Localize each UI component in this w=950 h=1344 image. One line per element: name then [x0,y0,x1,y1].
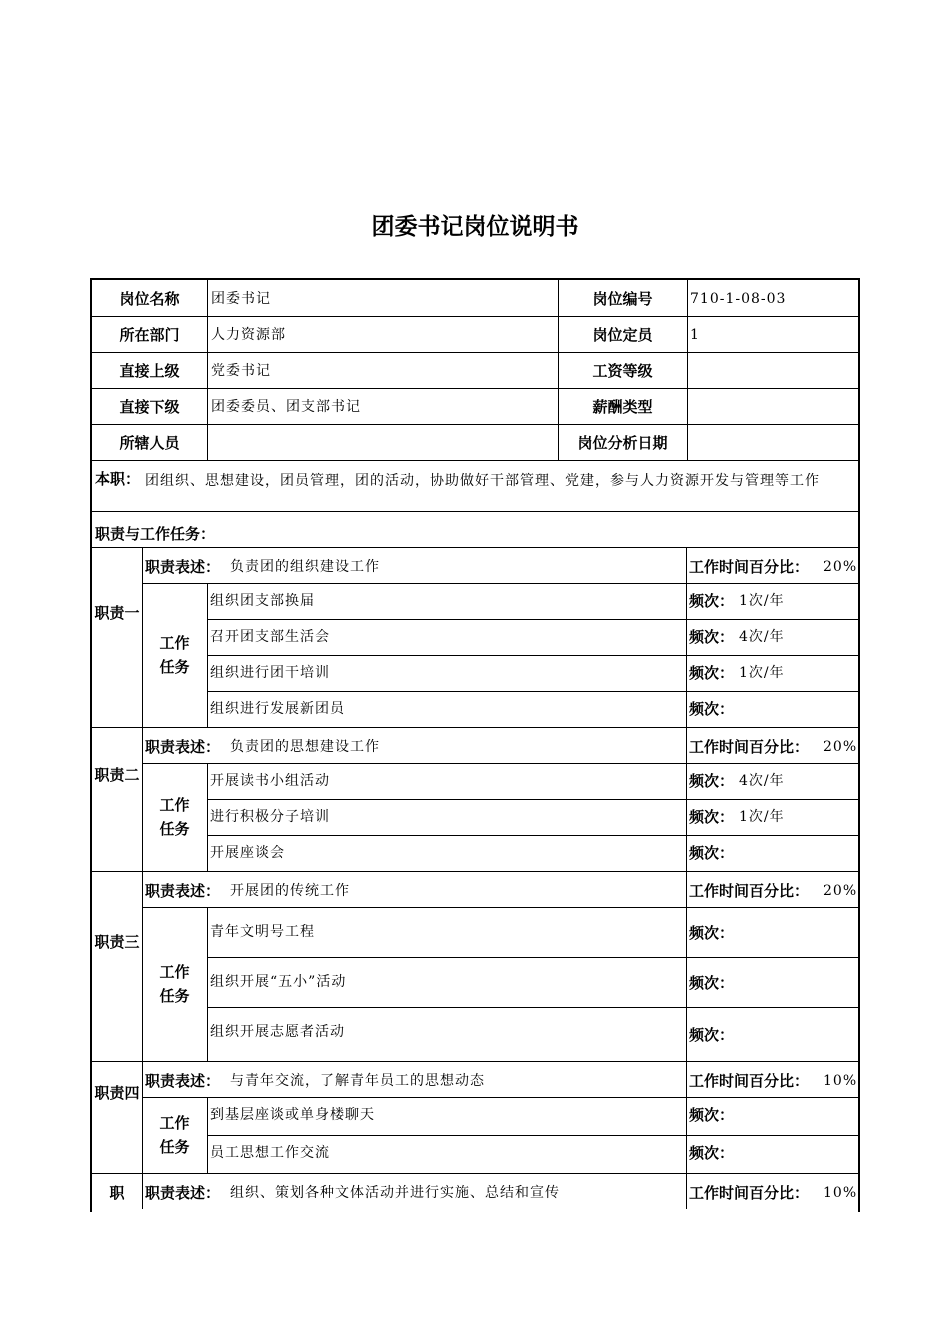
freq-label: 频次： [689,700,735,718]
time-percent-label: 工作时间百分比： [689,738,810,756]
work-task-label: 工作任务 [159,1114,190,1156]
superior-label: 直接上级 [119,362,180,380]
time-percent-label: 工作时间百分比： [689,558,810,576]
task-text: 组织进行团干培训 [210,665,330,681]
table-rule [142,583,858,584]
table-rule [92,460,858,461]
table-rule [687,280,688,460]
work-task-label: 工作任务 [159,796,190,838]
task-text: 组织开展“五小”活动 [210,974,347,990]
task-text: 到基层座谈或单身楼聊天 [210,1107,375,1123]
time-percent: 20% [823,559,858,575]
superior-value: 党委书记 [211,363,271,379]
duties-header: 职责与工作任务： [95,525,216,543]
task-text: 进行积极分子培训 [210,809,330,825]
duty-desc-label: 职责表述： [145,882,221,900]
freq-label: 频次： [689,808,735,826]
staff-label: 所辖人员 [119,434,180,452]
duty-desc-label: 职责表述： [145,558,221,576]
duty-name: 职责二 [94,766,140,784]
task-text: 组织团支部换届 [210,593,315,609]
name-value: 团委书记 [211,291,271,307]
duty-name: 职责三 [94,933,140,951]
freq-value: 1次/年 [739,809,785,825]
table-rule [207,619,858,620]
time-percent-label: 工作时间百分比： [689,882,810,900]
task-divider [207,763,208,871]
job-description-table [90,278,860,1212]
table-rule [207,655,858,656]
table-rule [207,691,858,692]
freq-label: 频次： [689,1144,735,1162]
task-text: 组织开展志愿者活动 [210,1024,345,1040]
duty-desc: 开展团的传统工作 [230,883,350,899]
freq-value: 1次/年 [739,665,785,681]
table-rule [142,907,858,908]
dept-label: 所在部门 [119,326,180,344]
duty-desc: 负责团的思想建设工作 [230,739,380,755]
dept-value: 人力资源部 [211,327,286,343]
task-text: 组织进行发展新团员 [210,701,345,717]
freq-label: 频次： [689,844,735,862]
duty-divider [686,1061,687,1173]
freq-label: 频次： [689,1026,735,1044]
subordinate-label: 直接下级 [119,398,180,416]
duty-divider [686,1173,687,1209]
freq-label: 频次： [689,772,735,790]
name-label: 岗位名称 [119,290,180,308]
table-rule [92,511,858,512]
task-text: 召开团支部生活会 [210,629,330,645]
headcount-value: 1 [690,327,700,343]
table-rule [207,1135,858,1136]
freq-label: 频次： [689,974,735,992]
pay-label: 薪酬类型 [592,398,653,416]
duty-name: 职责四 [94,1084,140,1102]
task-divider [207,907,208,1061]
freq-label: 频次： [689,1106,735,1124]
summary-label: 本职： [95,470,141,488]
freq-value: 4次/年 [739,629,785,645]
table-rule [207,957,858,958]
table-rule [92,547,858,548]
time-percent: 20% [823,739,858,755]
subordinate-value: 团委委员、团支部书记 [211,399,361,415]
duty-divider [142,1173,143,1209]
grade-label: 工资等级 [592,362,653,380]
table-rule [92,1061,858,1062]
table-rule [207,799,858,800]
time-percent: 10% [823,1073,858,1089]
duty-desc-label: 职责表述： [145,1072,221,1090]
work-task-label: 工作任务 [159,963,190,1005]
code-value: 710-1-08-03 [690,291,787,307]
duty-desc-label: 职责表述： [145,1184,221,1202]
work-task-label: 工作任务 [159,634,190,676]
date-label: 岗位分析日期 [577,434,668,452]
code-label: 岗位编号 [592,290,653,308]
task-text: 开展座谈会 [210,845,285,861]
duty-divider [686,871,687,1061]
task-text: 青年文明号工程 [210,924,315,940]
table-rule [92,871,858,872]
time-percent: 20% [823,883,858,899]
freq-value: 4次/年 [739,773,785,789]
table-rule [207,280,208,460]
headcount-label: 岗位定员 [592,326,653,344]
duty-desc: 负责团的组织建设工作 [230,559,380,575]
freq-label: 频次： [689,664,735,682]
duty-desc: 与青年交流，了解青年员工的思想动态 [230,1073,485,1089]
duty-name: 职 [109,1184,125,1202]
table-rule [142,1097,858,1098]
freq-label: 频次： [689,924,735,942]
task-text: 员工思想工作交流 [210,1145,330,1161]
freq-label: 频次： [689,628,735,646]
table-rule [92,727,858,728]
duty-desc-label: 职责表述： [145,738,221,756]
task-text: 开展读书小组活动 [210,773,330,789]
freq-value: 1次/年 [739,593,785,609]
time-percent-label: 工作时间百分比： [689,1072,810,1090]
freq-label: 频次： [689,592,735,610]
summary-text: 团组织、思想建设，团员管理，团的活动，协助做好干部管理、党建，参与人力资源开发与管理等工作 [145,473,820,489]
table-rule [92,1173,858,1174]
page-title: 团委书记岗位说明书 [371,214,579,240]
table-rule [207,835,858,836]
duty-desc: 组织、策划各种文体活动并进行实施、总结和宣传 [230,1185,560,1201]
table-rule [142,763,858,764]
duty-name: 职责一 [94,604,140,622]
table-rule [207,1007,858,1008]
time-percent-label: 工作时间百分比： [689,1184,810,1202]
duty-divider [686,547,687,727]
time-percent: 10% [823,1185,858,1201]
